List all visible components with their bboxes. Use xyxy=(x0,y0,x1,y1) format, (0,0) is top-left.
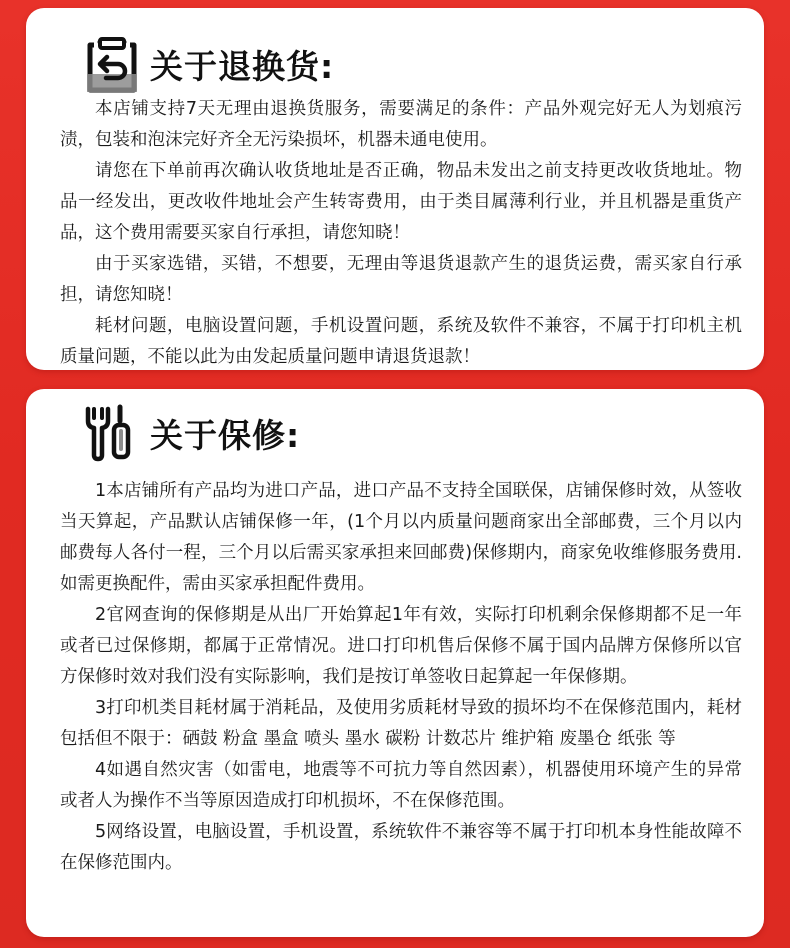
warranty-body xyxy=(60,476,742,879)
warranty-title: 关于保修: xyxy=(150,415,301,455)
warranty-paragraph: 1本店铺所有产品均为进口产品，进口产品不支持全国联保，店铺保修时效，从签收当天算起，产品默认店铺保修一年，(1个月以内质量问题商家出全部邮费，三个月以内邮费每人各付一程，三个月以后需买家承担来回邮费)保修期内，商家免收维修服务费用.如需更换配件，需由买家承担配件费用。 xyxy=(60,481,742,594)
warranty-card xyxy=(26,389,764,937)
returns-body xyxy=(60,94,742,373)
warranty-paragraph: 2官网查询的保修期是从出厂开始算起1年有效，实际打印机剩余保修期都不足一年或者已过保修期，都属于正常情况。进口打印机售后保修不属于国内品牌方保修所以官方保修时效对我们没有实际影响，我们是按订单签收日起算起一年保修期。 xyxy=(60,605,742,687)
returns-heading xyxy=(80,32,334,96)
returns-paragraph: 由于买家选错，买错，不想要，无理由等退货退款产生的退货运费，需买家自行承担，请您知晓！ xyxy=(60,254,742,305)
returns-card xyxy=(26,8,764,370)
warranty-paragraph: 3打印机类目耗材属于消耗品，及使用劣质耗材导致的损坏均不在保修范围内，耗材包括但不限于：硒鼓 粉盒 墨盒 喷头 墨水 碳粉 计数芯片 维护箱 废墨仓 纸张 等 xyxy=(60,698,742,749)
returns-paragraph: 本店铺支持7天无理由退换货服务，需要满足的条件：产品外观完好无人为划痕污渍，包装和泡沫完好齐全无污染损坏，机器未通电使用。 xyxy=(60,99,742,150)
warranty-paragraph: 4如遇自然灾害（如雷电，地震等不可抗力等自然因素），机器使用环境产生的异常或者人为操作不当等原因造成打印机损坏，不在保修范围。 xyxy=(60,760,742,811)
returns-paragraph: 请您在下单前再次确认收货地址是否正确，物品未发出之前支持更改收货地址。物品一经发出，更改收件地址会产生转寄费用，由于类目属薄利行业，并且机器是重货产品，这个费用需要买家自行承担，请您知晓！ xyxy=(60,161,742,243)
wrench-screwdriver-icon xyxy=(80,401,144,465)
clipboard-return-icon xyxy=(80,32,144,96)
returns-paragraph: 耗材问题，电脑设置问题，手机设置问题，系统及软件不兼容，不属于打印机主机质量问题，不能以此为由发起质量问题申请退货退款！ xyxy=(60,316,742,367)
warranty-heading xyxy=(80,401,300,465)
returns-title: 关于退换货: xyxy=(150,46,335,86)
warranty-paragraph: 5网络设置，电脑设置，手机设置，系统软件不兼容等不属于打印机本身性能故障不在保修范围内。 xyxy=(60,822,742,873)
